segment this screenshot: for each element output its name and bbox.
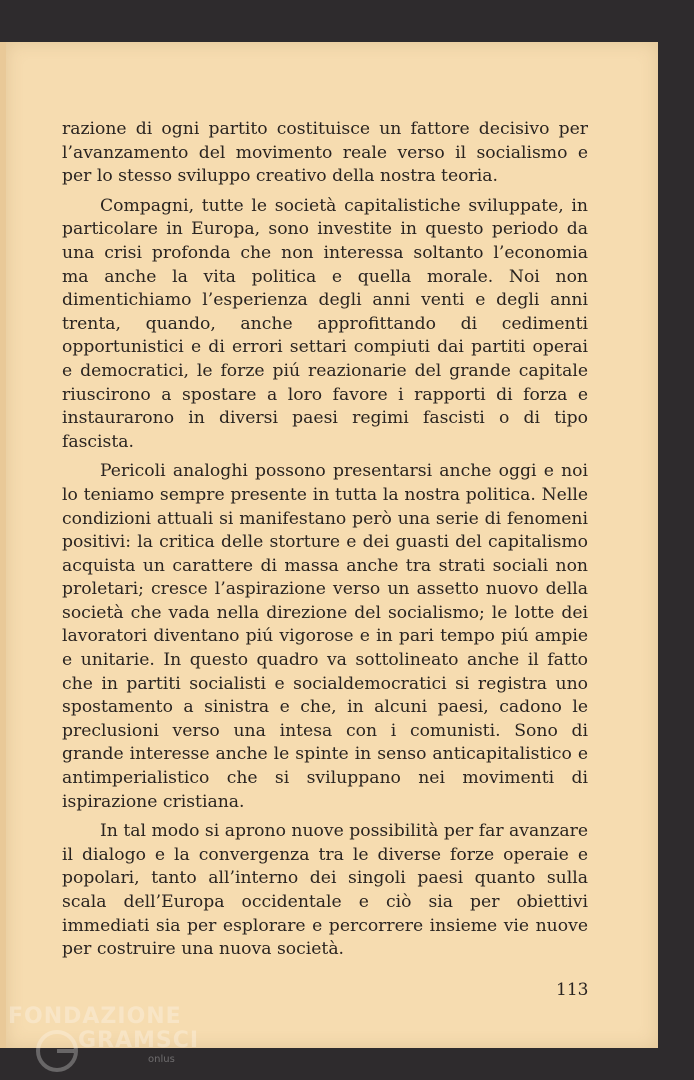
paragraph-3: Pericoli analoghi possono presentarsi anche oggi e noi lo teniamo sempre presente in tutta la nostra politica. Nelle condizioni attuali si manifestano però una serie di fenomeni positivi: la critica delle storture e dei guasti del capitalismo acquista un carattere di massa anche tra strati sociali non proletari; cresce l’aspirazione verso un assetto nuovo della società che vada nella direzione del socialismo; le lotte dei lavoratori diventano piú vigorose e in pari tempo piú ampie e unitarie. In questo quadro va sottolineato anche il fatto che in partiti socialisti e socialdemocratici si registra uno spostamento a sinistra e che, in alcuni paesi, cadono le preclusioni verso una intesa con i comunisti. Sono di grande interesse anche le spinte in senso anticapitalistico e antimperialistico che si sviluppano nei movimenti di ispirazione cristiana. — [62, 461, 588, 812]
body-text — [62, 118, 588, 968]
book-page — [6, 42, 658, 1048]
paragraph-4: In tal modo si aprono nuove possibilità per far avanzare il dialogo e la convergenza tra le diverse forze operaie e popolari, tanto all’interno dei singoli paesi quanto sulla scala dell’Europa occidentale e ciò sia per obiettivi immediati sia per esplorare e percorrere insieme vie nuove per costruire una nuova società. — [62, 821, 588, 960]
watermark-line2: GRAMSCI — [78, 1028, 200, 1053]
watermark-suffix: onlus — [148, 1054, 175, 1065]
paragraph-2: Compagni, tutte le società capitalistiche sviluppate, in particolare in Europa, sono investite in questo periodo da una crisi profonda che non interessa soltanto l’economia ma anche la vita politica e quella morale. Noi non dimentichiamo l’esperienza degli anni venti e degli anni trenta, quando, anche approfittando di cedimenti opportunistici e di errori settari compiuti dai partiti operai e democratici, le forze piú reazionarie del grande capitale riuscirono a spostare a loro favore i rapporti di forza e instaurarono in diversi paesi regimi fascisti o di tipo fascista. — [62, 195, 588, 452]
page-number: 113 — [556, 980, 589, 1000]
watermark-logo-icon — [34, 1028, 80, 1074]
paragraph-1: razione di ogni partito costituisce un fattore decisivo per l’avanzamento del movimento reale verso il socialismo e per lo stesso sviluppo creativo della nostra teoria. — [62, 119, 588, 187]
watermark-line1: FONDAZIONE — [8, 1004, 182, 1029]
watermark — [8, 1004, 208, 1080]
